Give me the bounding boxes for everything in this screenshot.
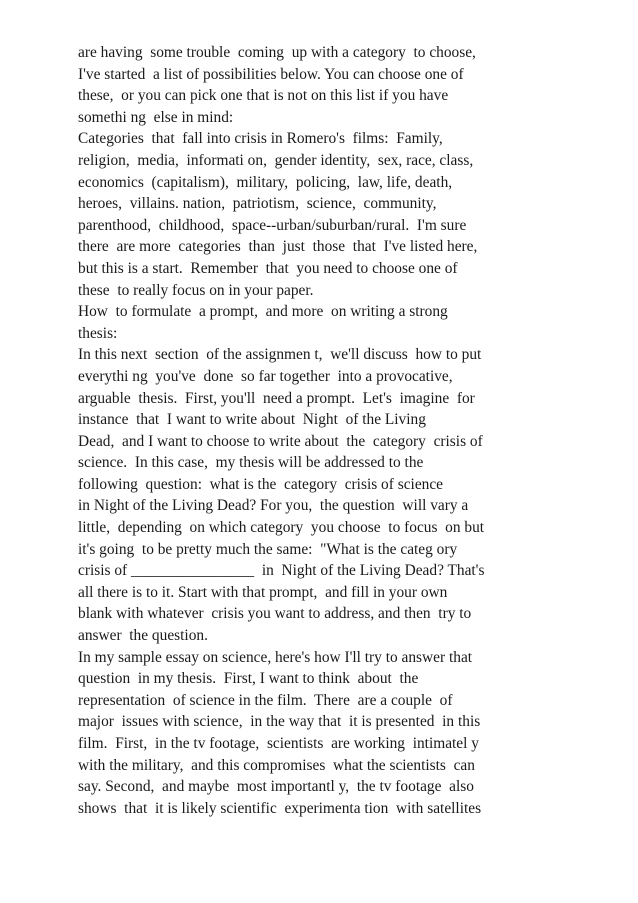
text-line: everythi ng you've done so far together into a provocative, [78,367,453,385]
text-line: these, or you can pick one that is not on this list if you have [78,87,449,105]
text-line: question in my thesis. First, I want to think about the [78,670,419,688]
text-line: following question: what is the category crisis of science [78,475,444,493]
text-line: blank with whatever crisis you want to address, and then try to [78,605,472,623]
text-line: instance that I want to write about Night of the Living [78,411,426,429]
text-line: film. First, in the tv footage, scientists are working intimatel y [78,735,479,752]
text-line: arguable thesis. First, you'll need a prompt. Let's imagine for [78,389,475,407]
text-line: are having some trouble coming up with a category to choose, [78,44,476,61]
text-line: Categories that fall into crisis in Romero's films: Family, [78,130,443,148]
text-line: religion, media, informati on, gender identity, sex, race, class, [78,151,474,169]
text-line: say. Second, and maybe most importantl y, the tv footage also [78,778,474,796]
text-line: shows that it is likely scientific experimenta tion with satellites [78,799,482,817]
text-line: Dead, and I want to choose to write about the category crisis of [78,432,483,450]
text-line: heroes, villains. nation, patriotism, science, community, [78,195,437,213]
text-line: representation of science in the film. There are a couple of [78,691,453,709]
text-line: thesis: [78,324,118,342]
text-line: but this is a start. Remember that you need to choose one of [78,259,458,277]
text-line: In this next section of the assignmen t, we'll discuss how to put [78,346,482,364]
text-line: answer the question. [78,627,208,645]
text-line: How to formulate a prompt, and more on writing a strong [78,303,448,321]
text-line: these to really focus on in your paper. [78,281,314,299]
text-line: in Night of the Living Dead? For you, the question will vary a [78,497,469,515]
text-line: I've started a list of possibilities below. You can choose one of [78,65,464,83]
document-body-text [78,42,568,819]
text-line: crisis of ________________ in Night of the Living Dead? That's [78,562,485,580]
text-line: science. In this case, my thesis will be addressed to the [78,454,424,472]
text-line: economics (capitalism), military, policing, law, life, death, [78,173,453,191]
text-line: all there is to it. Start with that prompt, and fill in your own [78,583,448,601]
text-line: there are more categories than just those that I've listed here, [78,238,478,256]
text-line: little, depending on which category you choose to focus on but [78,519,485,537]
text-line: somethi ng else in mind: [78,108,234,126]
text-line: it's going to be pretty much the same: "What is the categ ory [78,540,458,558]
text-line: In my sample essay on science, here's how I'll try to answer that [78,648,473,666]
text-line: parenthood, childhood, space--urban/suburban/rural. I'm sure [78,216,467,234]
text-line: major issues with science, in the way that it is presented in this [78,713,481,731]
text-line: with the military, and this compromises what the scientists can [78,756,475,774]
